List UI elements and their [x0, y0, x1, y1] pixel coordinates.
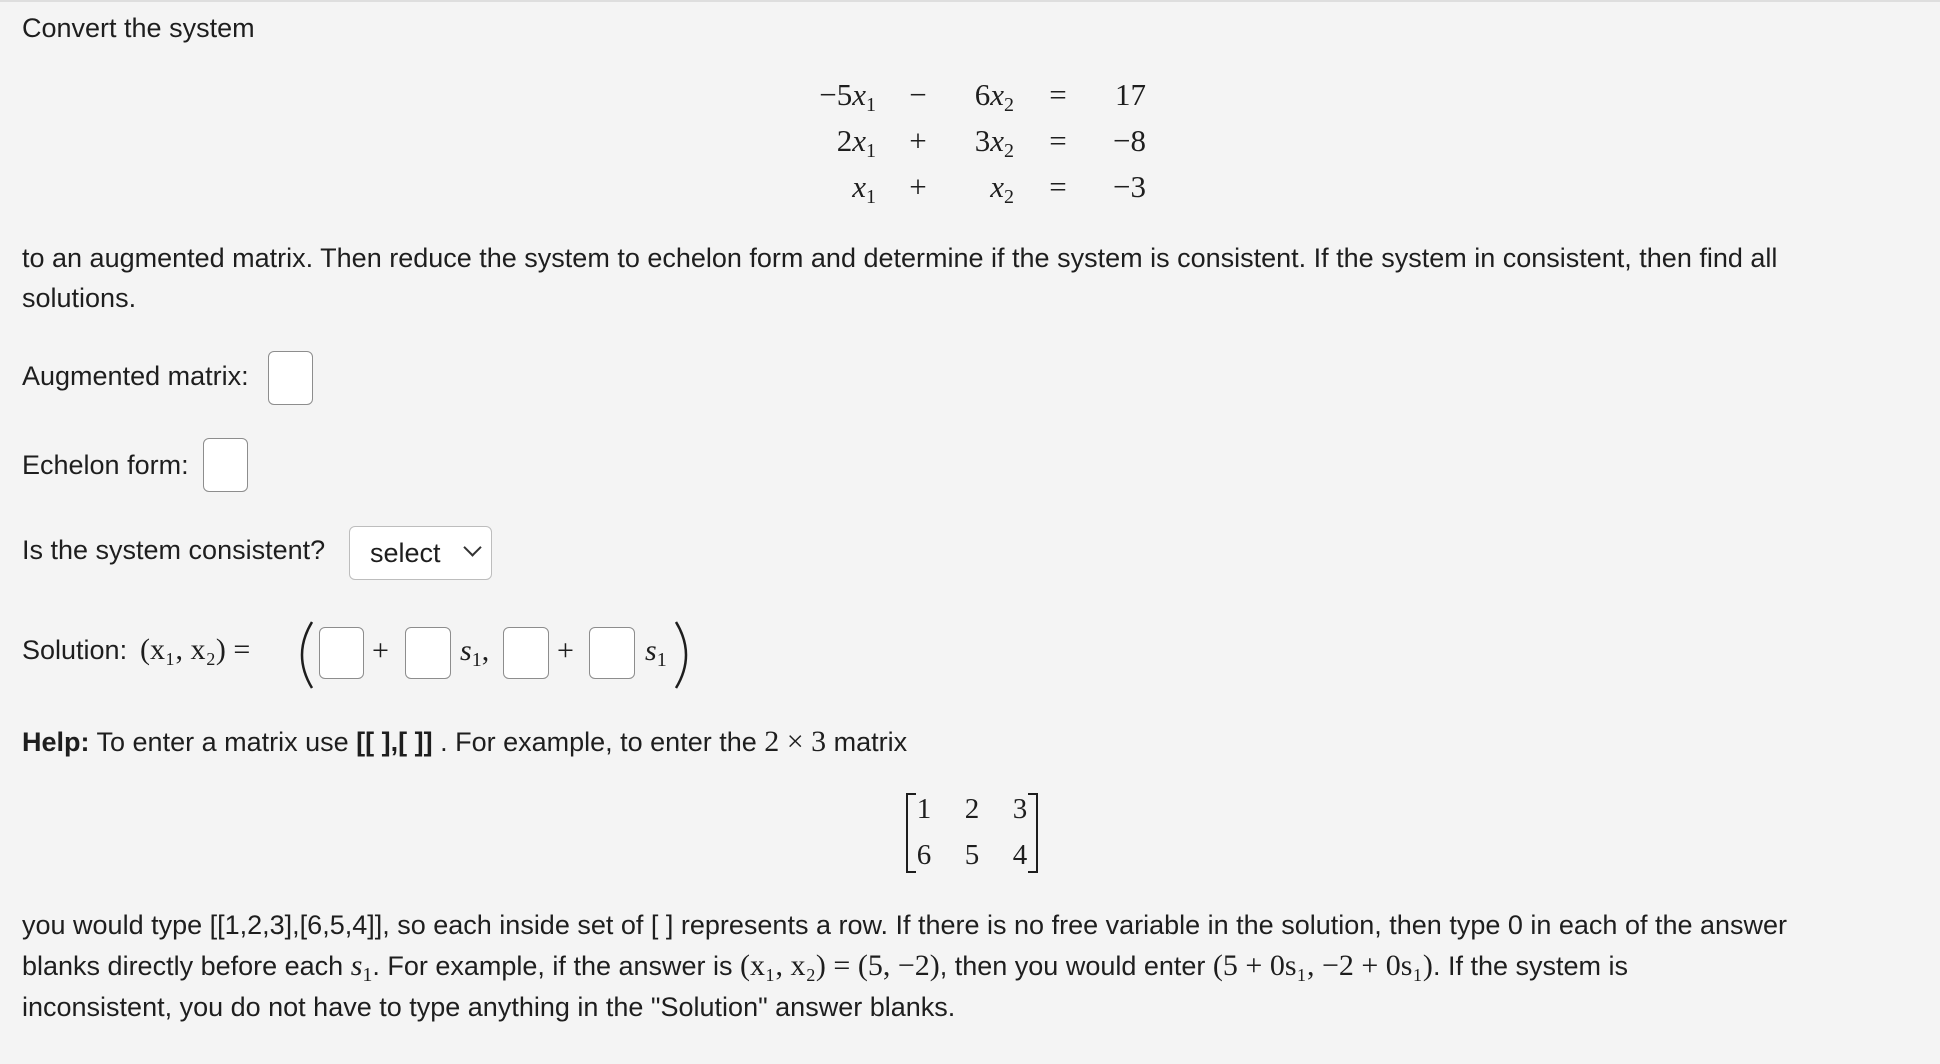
augmented-matrix-input[interactable] [268, 351, 313, 405]
row3-op: + [909, 169, 927, 204]
help-syntax: [[ ],[ ]] [356, 727, 433, 757]
solution-x2-constant-input[interactable] [503, 627, 549, 679]
intro-text: Convert the system [22, 13, 255, 43]
footer-line1: you would type [[1,2,3],[6,5,4]], so each inside set of [ ] represents a row. If there is no free variable in the solution, then type 0 in each of the answer [22, 910, 1788, 940]
plus-sign-2: + [557, 634, 574, 667]
row3-term2: $x_2$ [990, 169, 1014, 208]
help-text-c: matrix [826, 727, 908, 757]
echelon-form-label: Echelon form: [22, 450, 189, 480]
solution-x2-coef-input[interactable] [589, 627, 635, 679]
plus-sign-1: + [372, 634, 389, 667]
matrix-cell: 5 [964, 839, 980, 871]
row1-rhs: 17 [1115, 77, 1146, 112]
matrix-cell: 6 [916, 839, 932, 871]
footer-line2: blanks directly before each $s_1$. For example, if the answer is (x₁, x₂) = (5, −2), then you would enter (5 + 0s₁, −2 + 0s₁). If the system is [22, 949, 1628, 986]
row3-rhs: −3 [1113, 169, 1146, 204]
left-paren [288, 618, 318, 692]
consistent-select[interactable] [349, 526, 492, 580]
row2-rhs: −8 [1113, 123, 1146, 158]
top-border [0, 0, 1940, 2]
param-s1-b: $s_1$ [645, 634, 667, 671]
row2-term2: $3x_2$ [974, 123, 1014, 162]
right-paren [670, 618, 700, 692]
solution-x1-constant-input[interactable] [319, 627, 364, 679]
echelon-form-input[interactable] [203, 438, 248, 492]
param-s1-a: $s_1$, [460, 634, 490, 671]
solution-label: Solution: [22, 635, 128, 665]
row1-term1: $-5x_1$ [819, 77, 876, 116]
row3-term1: $x_1$ [852, 169, 876, 208]
chevron-down-icon [463, 538, 481, 556]
solution-x1-coef-input[interactable] [405, 627, 451, 679]
row2-term1: $2x_1$ [836, 123, 876, 162]
consistent-question-label: Is the system consistent? [22, 535, 326, 565]
row1-term2: $6x_2$ [974, 77, 1014, 116]
solution-lhs: (x₁, x₂) = [140, 633, 251, 666]
row2-equals: = [1049, 123, 1067, 158]
matrix-cell: 2 [964, 793, 980, 825]
consistent-select-value: select [370, 538, 441, 568]
matrix-cell: 4 [1012, 839, 1028, 871]
instructions-line1: to an augmented matrix. Then reduce the system to echelon form and determine if the system is consistent. If the system in consistent, then find all [22, 243, 1778, 273]
matrix-cell: 3 [1012, 793, 1028, 825]
augmented-matrix-label: Augmented matrix: [22, 361, 249, 391]
matrix-cell: 1 [916, 793, 932, 825]
help-dims: 2 × 3 [764, 725, 827, 758]
footer-line3: inconsistent, you do not have to type anything in the "Solution" answer blanks. [22, 992, 956, 1022]
instructions-line2: solutions. [22, 283, 137, 313]
help-text-a: To enter a matrix use [89, 727, 357, 757]
row1-op: − [909, 77, 927, 112]
row2-op: + [909, 123, 927, 158]
row3-equals: = [1049, 169, 1067, 204]
help-line [22, 722, 907, 762]
help-label: Help: [22, 727, 90, 757]
help-text-b: . For example, to enter the [432, 727, 765, 757]
row1-equals: = [1049, 77, 1067, 112]
matrix-right-bracket [1025, 791, 1041, 875]
